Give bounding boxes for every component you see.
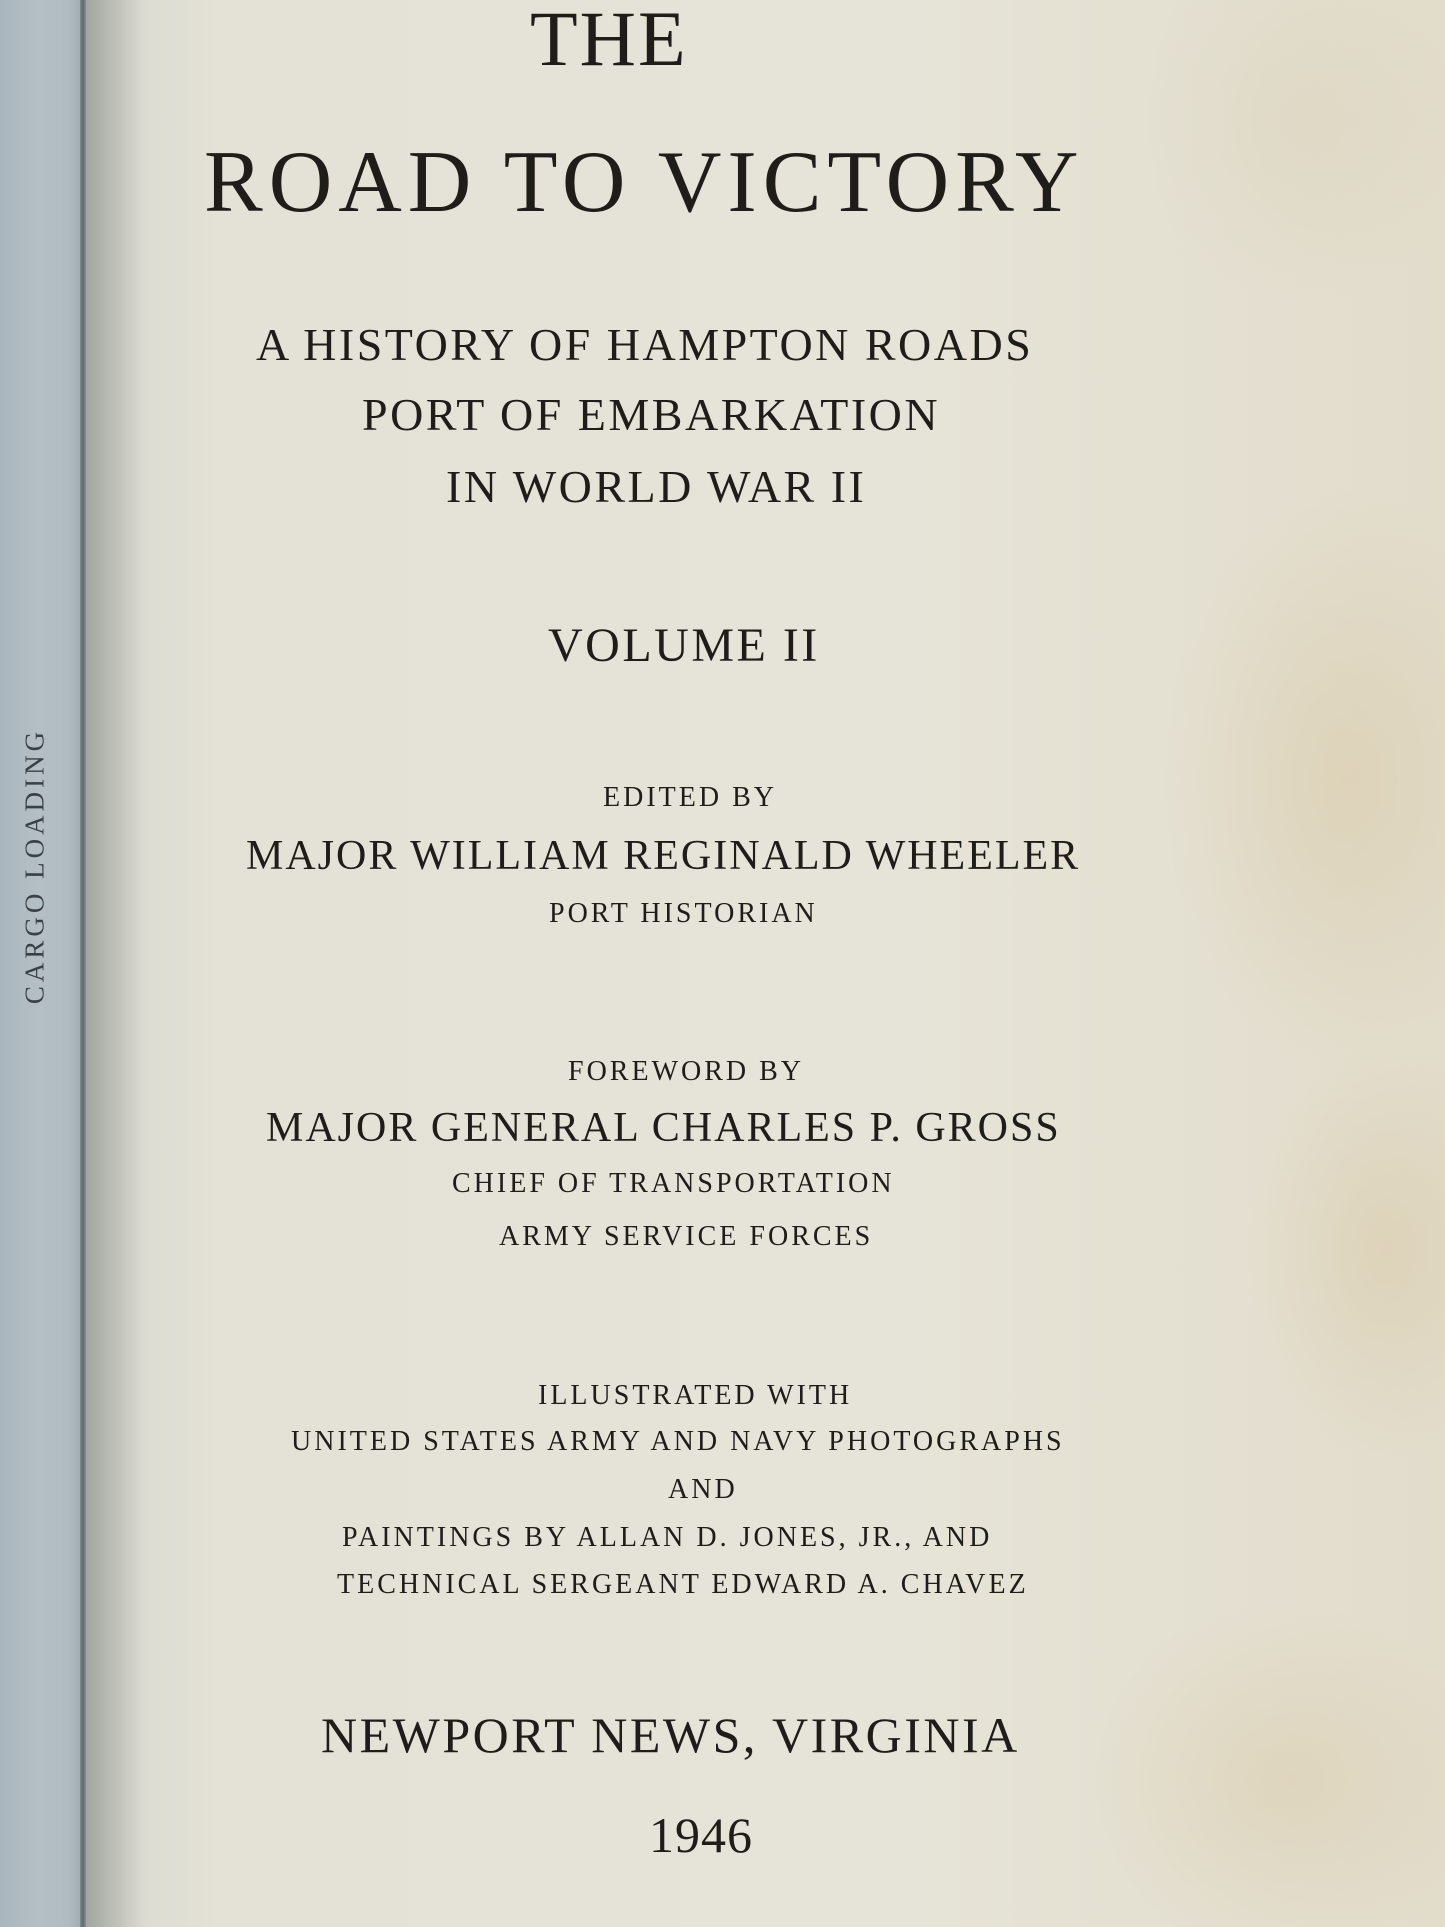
editor-role: PORT HISTORIAN [549, 898, 818, 929]
subtitle-line-1: A HISTORY OF HAMPTON ROADS [256, 319, 1034, 370]
running-head-text: CARGO LOADING [19, 727, 50, 1005]
foreword-author-role-1: CHIEF OF TRANSPORTATION [452, 1168, 895, 1199]
illustrations-line-3: AND [668, 1474, 738, 1505]
foreword-author-role-2: ARMY SERVICE FORCES [499, 1221, 874, 1252]
book-title: ROAD TO VICTORY [204, 134, 1085, 231]
foreword-author-name: MAJOR GENERAL CHARLES P. GROSS [266, 1105, 1061, 1151]
volume-label: VOLUME II [548, 619, 820, 672]
title-line-the: THE [530, 0, 688, 82]
illustrated-with-label: ILLUSTRATED WITH [538, 1380, 853, 1411]
subtitle-line-3: IN WORLD WAR II [446, 461, 867, 512]
illustrations-line-2: UNITED STATES ARMY AND NAVY PHOTOGRAPHS [291, 1426, 1065, 1457]
edited-by-label: EDITED BY [603, 782, 777, 813]
publication-place: NEWPORT NEWS, VIRGINIA [321, 1707, 1020, 1763]
gutter-shadow [86, 0, 146, 1927]
illustrations-line-5: TECHNICAL SERGEANT EDWARD A. CHAVEZ [337, 1569, 1029, 1600]
editor-name: MAJOR WILLIAM REGINALD WHEELER [246, 833, 1081, 879]
foreword-by-label: FOREWORD BY [568, 1056, 805, 1087]
illustrations-line-4: PAINTINGS BY ALLAN D. JONES, JR., AND [342, 1522, 993, 1553]
title-page [86, 0, 1445, 1927]
subtitle-line-2: PORT OF EMBARKATION [362, 389, 941, 440]
publication-year: 1946 [649, 1807, 753, 1863]
